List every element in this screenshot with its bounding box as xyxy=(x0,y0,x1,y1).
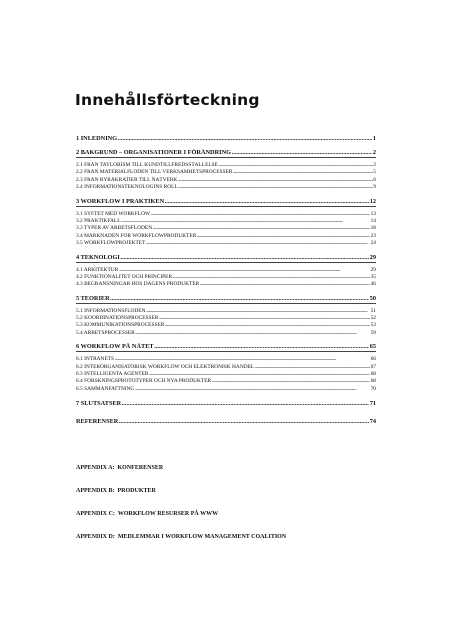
toc-subentry-label: 6.4 FORSKNINGSPROTOTYPER OCH NYA PRODUKTER xyxy=(76,378,212,385)
toc-subentry-label: 2.3 FRÅN BYRÅKRATIER TILL NÄTVERK xyxy=(76,176,178,183)
toc-subentry[interactable] xyxy=(76,378,376,385)
toc-subentry-label: 4.3 BEGRÄNSNINGAR HOS DAGENS PRODUKTER xyxy=(76,281,200,288)
dot-leader xyxy=(151,211,371,218)
dot-leader xyxy=(135,330,370,337)
toc-subentry-label: 5.3 KOMMUNIKATIONSPROCESSER xyxy=(76,322,165,329)
dot-leader xyxy=(233,169,373,176)
toc-subentry-page: 5 xyxy=(373,169,376,176)
toc-subentry[interactable] xyxy=(76,211,376,218)
page-title: Innehållsförteckning xyxy=(75,91,260,109)
toc-subentry[interactable] xyxy=(76,371,376,378)
toc-subentry[interactable] xyxy=(76,364,376,371)
toc-entry[interactable] xyxy=(76,417,376,426)
appendix-key: APPENDIX D: xyxy=(76,534,115,540)
appendix-entry[interactable] xyxy=(76,511,218,517)
toc-subentry-page: 66 xyxy=(370,356,376,363)
toc-section xyxy=(76,399,376,408)
toc-subentry-label: 3.4 MARKNADEN FÖR WORKFLOWPRODUKTER xyxy=(76,232,197,239)
toc-subentry-page: 70 xyxy=(370,385,376,392)
dot-leader xyxy=(121,218,370,225)
dot-leader xyxy=(165,322,370,329)
toc-entry-label: REFERENSER xyxy=(76,418,119,426)
toc-entry[interactable] xyxy=(76,295,376,304)
dot-leader xyxy=(119,267,370,274)
toc-subentry[interactable] xyxy=(76,315,376,322)
appendix-title: PRODUKTER xyxy=(117,488,156,494)
dot-leader xyxy=(135,386,370,393)
dot-leader xyxy=(173,274,371,281)
toc-subentry[interactable] xyxy=(76,225,376,232)
toc-subentry-page: 59 xyxy=(370,329,376,336)
toc-subentry[interactable] xyxy=(76,281,376,288)
toc-subentry-label: 4.1 ARKITEKTUR xyxy=(76,266,119,273)
toc-entry-label: 3 WORKFLOW I PRAKTIKEN xyxy=(76,197,165,205)
toc-subentry-label: 3.1 SYFTET MED WORKFLOW xyxy=(76,210,151,217)
toc-subentry-label: 4.2 FUNKTIONALITET OCH PRINCIPER xyxy=(76,273,173,280)
dot-leader xyxy=(153,225,371,232)
toc-entry-label: 7 SLUTSATSER xyxy=(76,400,122,408)
appendix-key: APPENDIX C: xyxy=(76,511,115,517)
toc-subentry-page: 46 xyxy=(370,281,376,288)
dot-leader xyxy=(149,371,370,378)
toc-subentry[interactable] xyxy=(76,386,376,393)
toc-entry[interactable] xyxy=(76,343,376,352)
toc-subentry-label: 2.2 FRÅN MATERIALFLÖDEN TILL VERKSAMHETSPROCESSER xyxy=(76,169,233,176)
spacer xyxy=(76,408,376,417)
toc-subentry-page: 53 xyxy=(370,322,376,329)
toc-entry-page: 50 xyxy=(369,294,376,302)
dot-leader xyxy=(110,295,369,303)
toc-subentry-page: 23 xyxy=(370,232,376,239)
toc-subentry-label: 6.3 INTELLIGENTA AGENTER xyxy=(76,371,149,378)
toc-subentry[interactable] xyxy=(76,177,376,184)
dot-leader xyxy=(212,378,370,385)
dot-leader xyxy=(232,149,373,157)
toc-entry-page: 71 xyxy=(369,400,376,408)
toc-section xyxy=(76,134,376,143)
toc-subentry-label: 6.2 INTERORGANISATORISK WORKFLOW OCH ELEKTRONISK HANDEL xyxy=(76,363,255,370)
appendix-entry[interactable] xyxy=(76,465,163,471)
dot-leader xyxy=(200,281,370,288)
toc-subentry-page: 29 xyxy=(370,266,376,273)
toc-subentry-page: 2 xyxy=(373,162,376,168)
toc-subentry-page: 13 xyxy=(370,210,376,217)
dot-leader xyxy=(218,162,372,169)
dot-leader xyxy=(146,240,370,247)
dot-leader xyxy=(146,308,370,315)
toc-entry-label: 1 INLEDNING xyxy=(76,135,118,142)
toc-entry[interactable] xyxy=(76,254,376,263)
toc-section xyxy=(76,295,376,338)
toc-entry-label: 4 TEKNOLOGI xyxy=(76,253,120,261)
toc-section xyxy=(76,254,376,289)
dot-leader xyxy=(197,233,370,240)
toc-subentry-page: 6 xyxy=(373,176,376,183)
toc-subentry-label: 2.4 INFORMATIONSTEKNOLOGINS ROLL xyxy=(76,184,178,191)
toc-subentry[interactable] xyxy=(76,162,376,169)
appendix-title: MEDLEMMAR I WORKFLOW MANAGEMENT COALITION xyxy=(117,534,287,540)
table-of-contents xyxy=(76,134,376,426)
toc-subentry[interactable] xyxy=(76,274,376,281)
toc-section xyxy=(76,343,376,393)
toc-subentry-page: 68 xyxy=(370,378,376,385)
toc-subentry-page: 68 xyxy=(370,371,376,378)
toc-subentry-page: 14 xyxy=(370,217,376,224)
dot-leader xyxy=(178,177,373,184)
toc-section xyxy=(76,198,376,248)
toc-section xyxy=(76,417,376,426)
toc-section xyxy=(76,149,376,192)
toc-subentry-label: 2.1 FRÅN TAYLORISM TILL KUNDTILLFREDSSTÄLLELSE xyxy=(76,162,218,168)
toc-entry-page: 74 xyxy=(369,418,376,426)
toc-subentry-page: 51 xyxy=(370,307,376,314)
toc-subentry[interactable] xyxy=(76,330,376,337)
toc-subentry-label: 3.2 PRAKTIKFALL xyxy=(76,217,121,224)
toc-entry-page: 2 xyxy=(372,149,376,156)
toc-subentry-page: 18 xyxy=(370,225,376,232)
appendix-entry[interactable] xyxy=(76,534,286,540)
appendix-title: WORKFLOW RESURSER PÅ WWW xyxy=(117,511,219,517)
dot-leader xyxy=(120,254,369,262)
toc-subentry-label: 5.2 KOORDINATIONSPROCESSER xyxy=(76,315,159,322)
dot-leader xyxy=(154,343,369,351)
dot-leader xyxy=(119,417,369,426)
toc-subentry-page: 67 xyxy=(370,363,376,370)
toc-subentry[interactable] xyxy=(76,322,376,329)
toc-entry-page: 65 xyxy=(369,343,376,351)
toc-entry-page: 29 xyxy=(369,253,376,261)
toc-subentry-page: 52 xyxy=(370,315,376,322)
toc-subentry-page: 9 xyxy=(373,184,376,191)
dot-leader xyxy=(118,134,373,143)
toc-subentry[interactable] xyxy=(76,240,376,247)
toc-entry-page: 12 xyxy=(369,197,376,205)
toc-entry-label: 2 BAKGRUND – ORGANISATIONER I FÖRÄNDRING xyxy=(76,149,232,156)
toc-subentry-page: 35 xyxy=(370,273,376,280)
toc-subentry-label: 5.4 ARBETSPROCESSER xyxy=(76,329,135,336)
dot-leader xyxy=(159,315,370,322)
toc-subentry[interactable] xyxy=(76,218,376,225)
toc-subentry[interactable] xyxy=(76,233,376,240)
dot-leader xyxy=(178,184,373,191)
toc-subentry-label: 3.5 WORKFLOWPROJEKTET xyxy=(76,240,146,247)
appendix-key: APPENDIX B: xyxy=(76,488,115,494)
dot-leader xyxy=(165,198,370,206)
dot-leader xyxy=(115,356,371,363)
appendix-key: APPENDIX A: xyxy=(76,465,115,471)
toc-subentry-label: 5.1 INFORMATIONSFLÖDEN xyxy=(76,307,146,314)
toc-entry-label: 5 TEORIER xyxy=(76,294,110,302)
toc-entry-label: 6 WORKFLOW PÅ NÄTET xyxy=(76,343,154,351)
toc-subentry-label: 6.1 INTRANETS xyxy=(76,356,115,363)
toc-entry[interactable] xyxy=(76,134,376,143)
toc-entry[interactable] xyxy=(76,198,376,207)
toc-subentry-label: 6.5 SAMMANFATTNING xyxy=(76,385,135,392)
toc-subentry[interactable] xyxy=(76,308,376,315)
toc-subentry[interactable] xyxy=(76,169,376,176)
dot-leader xyxy=(122,399,369,408)
toc-subentry[interactable] xyxy=(76,267,376,274)
toc-entry[interactable] xyxy=(76,149,376,158)
toc-subentry[interactable] xyxy=(76,356,376,363)
appendix-title: KONFERENSER xyxy=(117,465,164,471)
dot-leader xyxy=(255,364,370,371)
toc-subentry[interactable] xyxy=(76,184,376,191)
toc-subentry-page: 24 xyxy=(370,240,376,247)
toc-entry-page: 1 xyxy=(372,135,376,142)
toc-entry[interactable] xyxy=(76,399,376,408)
appendix-entry[interactable] xyxy=(76,488,156,494)
toc-subentry-label: 3.3 TYPER AV ARBETSFLÖDEN xyxy=(76,225,153,232)
